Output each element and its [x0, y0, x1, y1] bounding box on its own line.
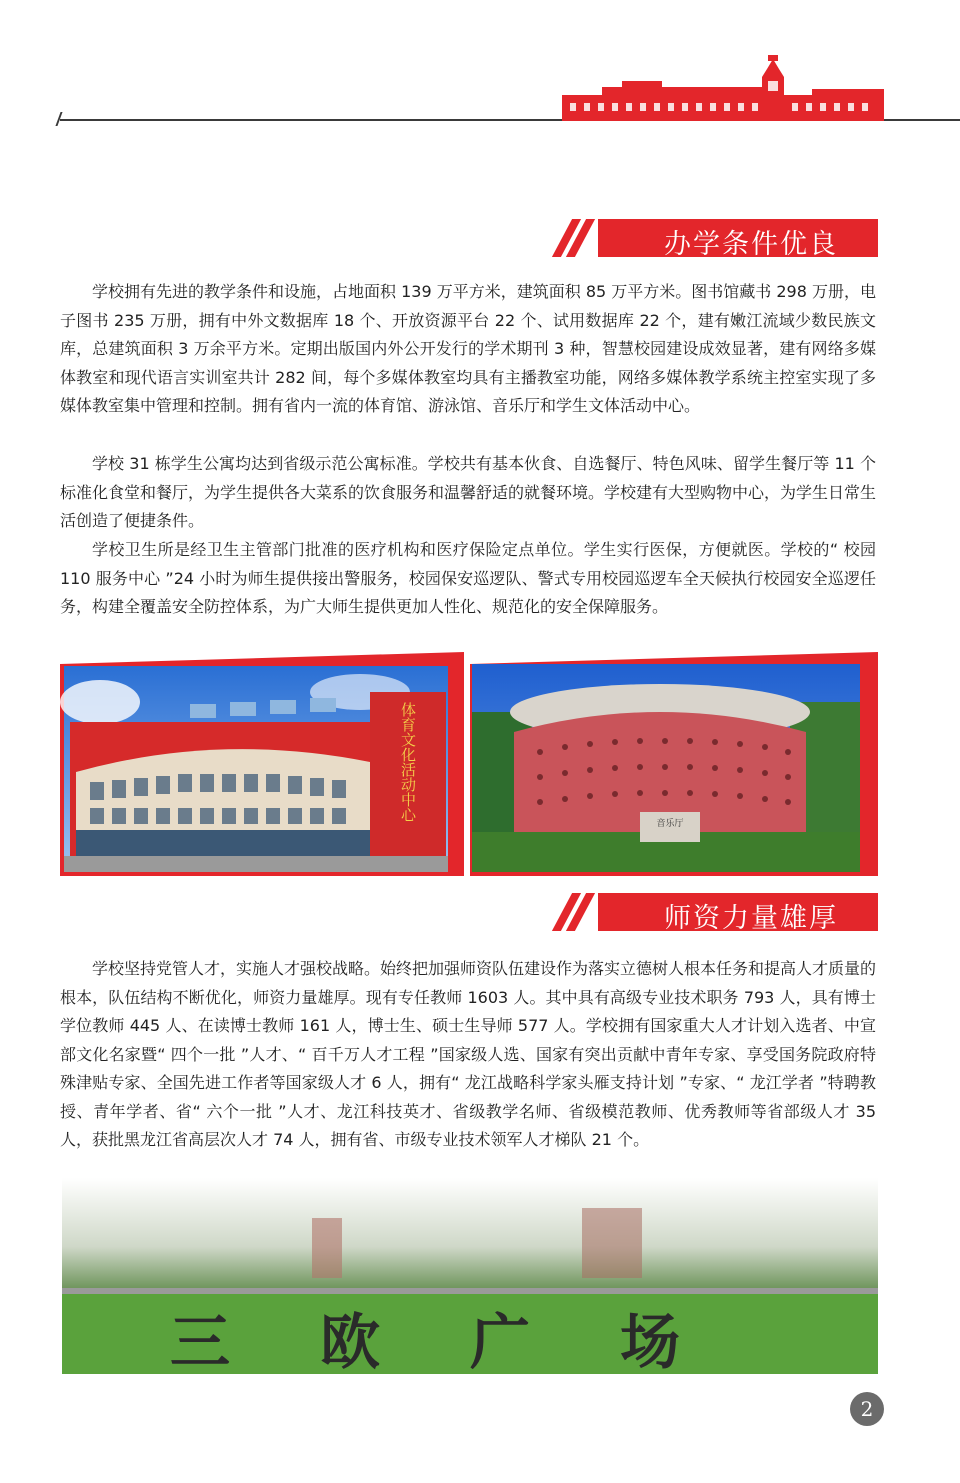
paragraph-facilities-3: 学校卫生所是经卫生主管部门批准的医疗机构和医疗保险定点单位。学生实行医保，方便就医。学校的“ 校园 110 服务中心 ”24 小时为师生提供接出警服务，校园保安巡逻队、警式专用校园巡逻车全天候执行校园安全巡逻任务，构建全覆盖安全防控体系，为广大师生提供更加人性化、规范化的安全保障服务。: [60, 540, 876, 616]
section-title-faculty: 师资力量雄厚: [664, 903, 838, 934]
concert-hall-image: [470, 652, 878, 876]
paragraph-facilities-1: 学校拥有先进的教学条件和设施，占地面积 139 万平方米，建筑面积 85 万平方米。图书馆藏书 298 万册，电子图书 235 万册，拥有中外文数据库 18 个、开放资源平台 22 个、试用数据库 22 个，建有嫩江流域少数民族文库，总建筑面积 3 万余平方米。定期出版国内外公开发行的学术期刊 3 种，智慧校园建设成效显著，建有网络多媒体教室和现代语言实训室共计 282 间，每个多媒体教室均具有主播教室功能，网络多媒体教学系统主控室实现了多媒体教室集中管理和控制。拥有省内一流的体育馆、游泳馆、音乐厅和学生文体活动中心。: [60, 282, 876, 415]
photo-right-sign: 音乐厅: [656, 819, 684, 829]
page-number: 2: [850, 1392, 884, 1426]
sports-center-image: [60, 652, 464, 876]
section-title-facilities: 办学条件优良: [664, 229, 838, 260]
plaza-image: [62, 1178, 878, 1374]
paragraph-faculty-1: 学校坚持党管人才，实施人才强校战略。始终把加强师资队伍建设作为落实立德树人根本任务和提高人才质量的根本，队伍结构不断优化，师资力量雄厚。现有专任教师 1603 人。其中具有高级专业技术职务 793 人，具有博士学位教师 445 人、在读博士教师 161 人，博士生、硕士生导师 577 人。学校拥有国家重大人才计划入选者、中宣部文化名家暨“ 四个一批 ”人才、“ 百千万人才工程 ”国家级人选、国家有突出贡献中青年专家、享受国务院政府特殊津贴专家、全国先进工作者等国家级人才 6 人，拥有“ 龙江战略科学家头雁支持计划 ”专家、“ 龙江学者 ”特聘教授、青年学者、省“ 六个一批 ”人才、龙江科技英才、省级教学名师、省级模范教师、优秀教师等省部级人才 35 人，获批黑龙江省高层次人才 74 人，拥有省、市级专业技术领军人才梯队 21 个。: [60, 959, 877, 1149]
photo-concert-hall: [470, 652, 878, 876]
plaza-text: 三欧广场: [170, 1308, 770, 1374]
paragraph-facilities-2: 学校 31 栋学生公寓均达到省级示范公寓标准。学校共有基本伙食、自选餐厅、特色风味、留学生餐厅等 11 个标准化食堂和餐厅，为学生提供各大菜系的饮食服务和温馨舒适的就餐环境。学校建有大型购物中心，为学生日常生活创造了便捷条件。: [60, 454, 877, 530]
photo-sports-center: [60, 652, 464, 876]
photo-plaza: [62, 1178, 878, 1374]
section-header-facilities: [552, 219, 878, 260]
photo-left-sign: 体育文化活动中心: [399, 702, 417, 822]
campus-building-icon: [562, 55, 884, 121]
section-header-faculty: [552, 893, 878, 934]
